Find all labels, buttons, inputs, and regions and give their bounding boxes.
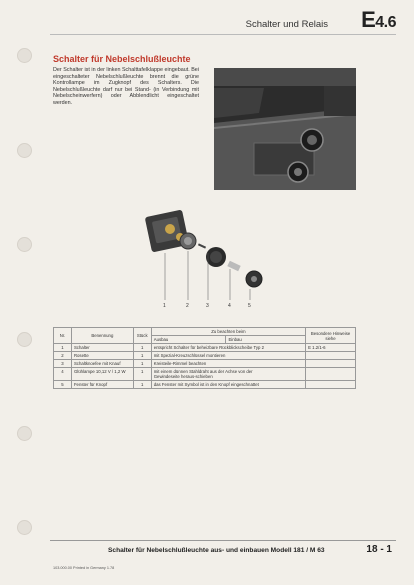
table-row — [54, 368, 356, 381]
cell-bemerkung: entspricht Schalter für beheizbare Rückblickscheibe Typ 2 — [151, 344, 305, 352]
print-note: 103.000.00 Printed in Germany 1.78 — [53, 566, 115, 570]
cell-benennung: Glühlampe 10,12 V / 1,2 W — [71, 368, 133, 381]
cell-nr: 2 — [54, 352, 72, 360]
header-zu-beachten: Zu beachten beim — [151, 328, 305, 336]
part-number-label: 4 — [228, 303, 231, 309]
cell-nr: 4 — [54, 368, 72, 381]
cell-stueck: 1 — [133, 360, 151, 368]
cell-benennung: Schaltknoefee mit Knauf — [71, 360, 133, 368]
part-number-label: 5 — [248, 303, 251, 309]
page-number: 18 - 1 — [366, 544, 392, 555]
header-hinweise: Besondere Hinweise siehe — [306, 328, 356, 344]
binder-hole — [17, 143, 32, 158]
footer-rule — [50, 540, 396, 541]
page-title: Schalter für Nebelschlußleuchte — [53, 54, 191, 64]
cell-bemerkung: das Fenster mit Symbol ist in den Knopf eingeschnattet — [151, 381, 305, 389]
header-nr: Nr. — [54, 328, 72, 344]
dashboard-photo — [214, 68, 356, 190]
cell-nr: 1 — [54, 344, 72, 352]
cell-benennung: Schalter — [71, 344, 133, 352]
header-stueck: Stück — [133, 328, 151, 344]
intro-paragraph: Der Schalter ist in der linken Schalttafelklappe eingebaut. Bei eingeschalteter Nebelschlußleuchte brennt die grüne Kontrollampe im Zugknopf des Schalters. Die Nebelschlußleuchte darf nur bei Stand- (in Verbindung mit Nebelscheinwerfern) oder Abblendlicht eingeschaltet werden. — [53, 67, 199, 106]
header-einbau: Einbau — [226, 336, 306, 344]
cell-stueck: 1 — [133, 344, 151, 352]
binder-hole — [17, 332, 32, 347]
part-number-label: 3 — [206, 303, 209, 309]
cell-hinweise — [306, 360, 356, 368]
table-row — [54, 381, 356, 389]
header-ausbau: Ausbau — [151, 336, 226, 344]
cell-nr: 5 — [54, 381, 72, 389]
part-number-label: 2 — [186, 303, 189, 309]
cell-stueck: 1 — [133, 352, 151, 360]
header-rule — [50, 34, 396, 35]
cell-bemerkung: mit Spezial-Kreuzschlüssel montieren — [151, 352, 305, 360]
cell-hinweise — [306, 352, 356, 360]
cell-hinweise: E 1.2/1-6 — [306, 344, 356, 352]
table-row — [54, 360, 356, 368]
parts-table — [53, 327, 356, 389]
table-row — [54, 352, 356, 360]
cell-hinweise — [306, 368, 356, 381]
binder-hole — [17, 237, 32, 252]
cell-nr: 3 — [54, 360, 72, 368]
binder-hole — [17, 520, 32, 535]
section-title: Schalter und Relais — [245, 19, 328, 30]
part-number-label: 1 — [163, 303, 166, 309]
header-benennung: Benennung — [71, 328, 133, 344]
section-code-letter: E — [361, 7, 376, 32]
footer-title: Schalter für Nebelschlußleuchte aus- und einbauen Modell 181 / M 63 — [108, 547, 325, 554]
section-code — [361, 7, 396, 33]
exploded-parts-illustration — [140, 205, 280, 315]
section-code-number: 4.6 — [375, 14, 396, 31]
table-header-row — [54, 328, 356, 336]
binder-hole — [17, 48, 32, 63]
cell-benennung: Fenster für Knopf — [71, 381, 133, 389]
cell-bemerkung: Kreisteile-Rimmel beachten — [151, 360, 305, 368]
cell-benennung: Rosette — [71, 352, 133, 360]
table-row — [54, 344, 356, 352]
binder-hole — [17, 426, 32, 441]
cell-bemerkung: mit einem dünnen Stahldraht aus der Achse von der Gewindeseite heraus-schieben — [151, 368, 305, 381]
cell-hinweise — [306, 381, 356, 389]
cell-stueck: 1 — [133, 381, 151, 389]
cell-stueck: 1 — [133, 368, 151, 381]
